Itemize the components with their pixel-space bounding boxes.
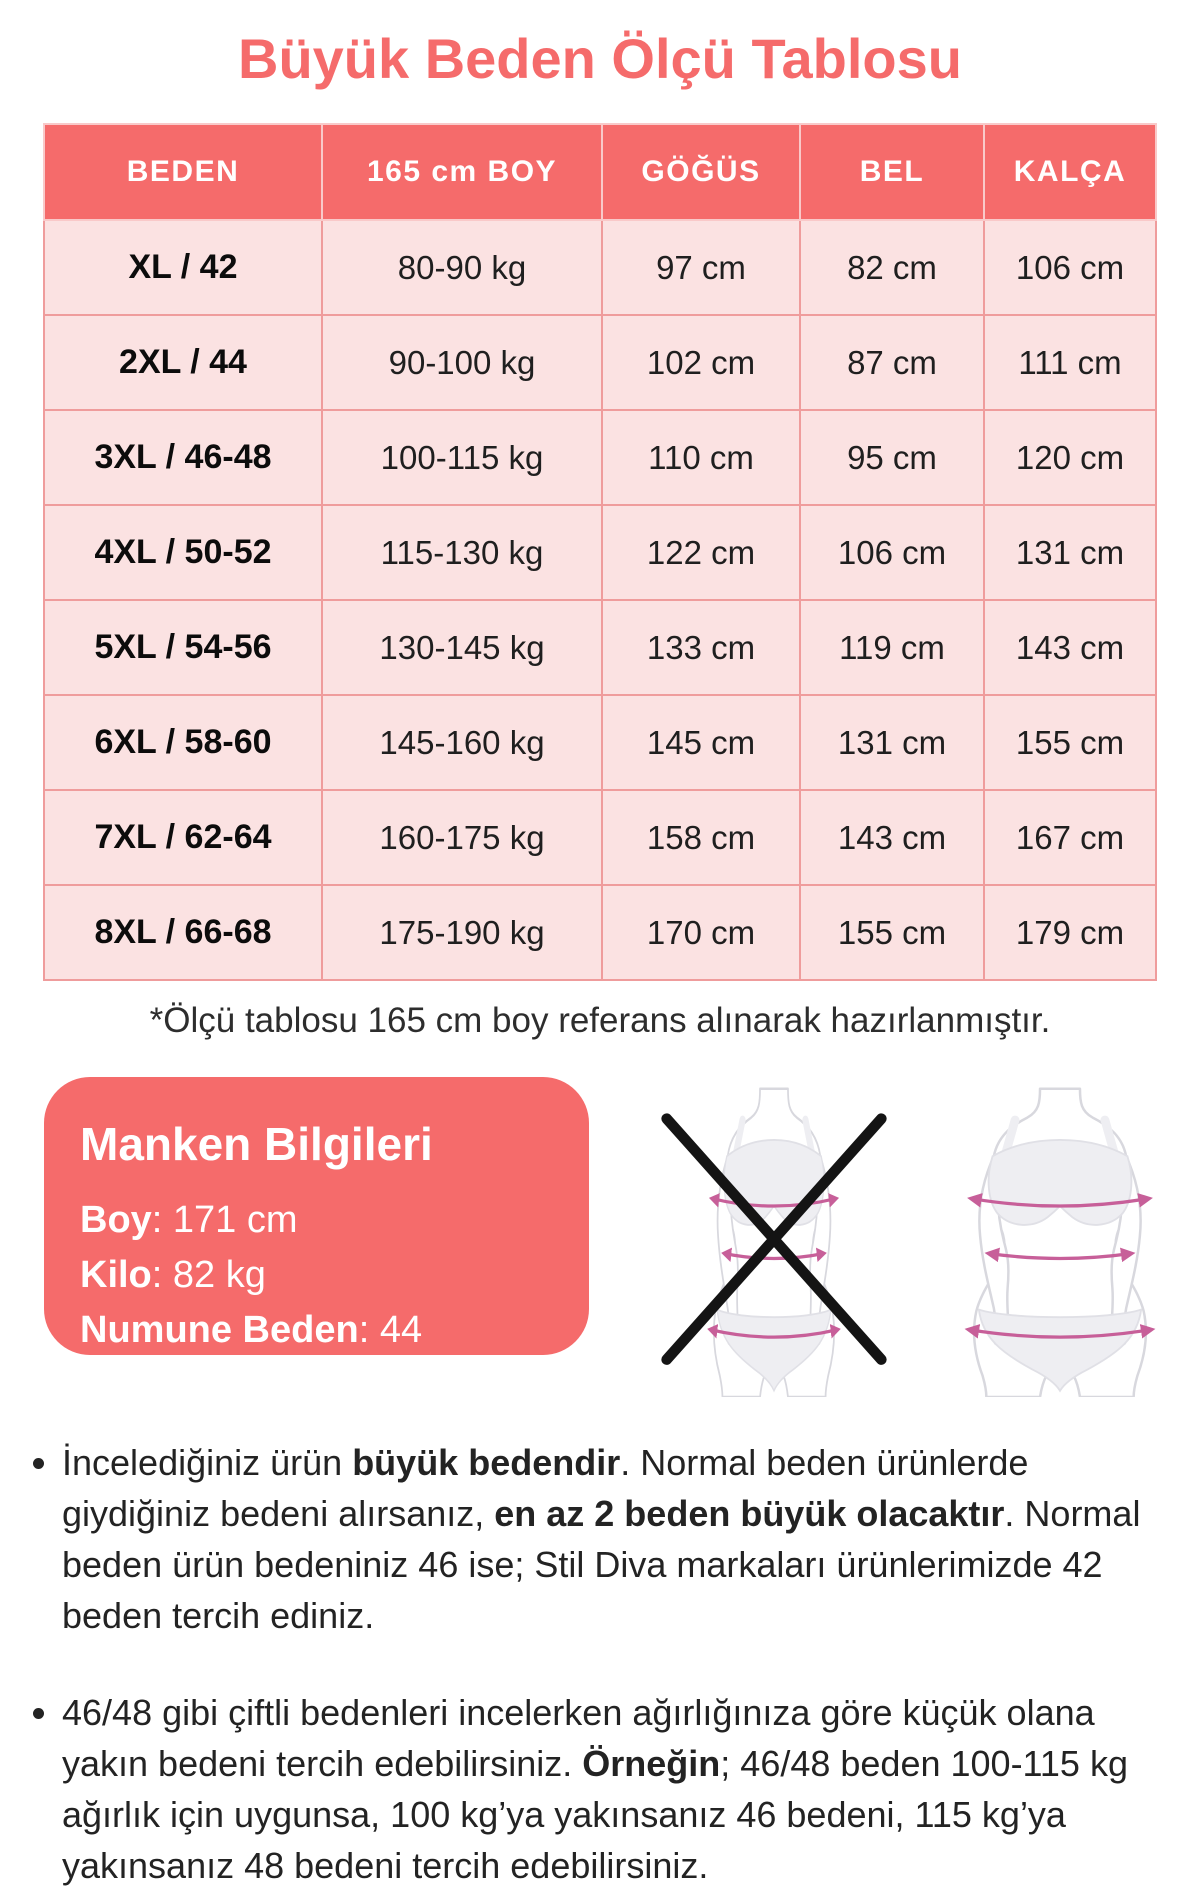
measure-cell: 143 cm	[984, 600, 1156, 695]
table-row	[44, 885, 1156, 980]
measure-cell: 155 cm	[984, 695, 1156, 790]
column-header: BEDEN	[44, 124, 322, 220]
measure-cell: 97 cm	[602, 220, 800, 315]
measure-cell: 158 cm	[602, 790, 800, 885]
measure-cell: 131 cm	[984, 505, 1156, 600]
table-row	[44, 315, 1156, 410]
table-row	[44, 790, 1156, 885]
column-header: GÖĞÜS	[602, 124, 800, 220]
measure-cell: 80-90 kg	[322, 220, 602, 315]
size-cell: 7XL / 62-64	[44, 790, 322, 885]
table-row	[44, 410, 1156, 505]
measure-cell: 122 cm	[602, 505, 800, 600]
measure-cell: 170 cm	[602, 885, 800, 980]
measure-cell: 106 cm	[984, 220, 1156, 315]
column-header: BEL	[800, 124, 984, 220]
column-header: KALÇA	[984, 124, 1156, 220]
measure-cell: 106 cm	[800, 505, 984, 600]
note-item: • 46/48 gibi çiftli bedenleri incelerken ağırlığınıza göre küçük olana yakın bedeni tercih edebilirsiniz. Örneğin; 46/48 beden 100-115 kg ağırlık için uygunsa, 100 kg’ya yakınsanız 46 bedeni, 115 kg’ya yakınsanız 48 bedeni tercih edebilirsiniz.	[62, 1687, 1142, 1891]
measure-cell: 130-145 kg	[322, 600, 602, 695]
measure-cell: 87 cm	[800, 315, 984, 410]
size-cell: 3XL / 46-48	[44, 410, 322, 505]
table-body	[44, 220, 1156, 980]
measure-cell: 110 cm	[602, 410, 800, 505]
model-info-section	[44, 1077, 1185, 1403]
page-title: Büyük Beden Ölçü Tablosu	[238, 27, 962, 90]
plus-size-body-figure	[935, 1085, 1185, 1397]
measure-cell: 155 cm	[800, 885, 984, 980]
measure-cell: 145-160 kg	[322, 695, 602, 790]
measure-cell: 145 cm	[602, 695, 800, 790]
model-info-line: Kilo: 82 kg	[80, 1254, 266, 1296]
table-row	[44, 505, 1156, 600]
size-chart-table	[43, 123, 1157, 981]
size-cell: 6XL / 58-60	[44, 695, 322, 790]
table-footnote: *Ölçü tablosu 165 cm boy referans alınarak hazırlanmıştır.	[149, 1001, 1051, 1040]
table-row	[44, 600, 1156, 695]
measure-cell: 167 cm	[984, 790, 1156, 885]
measure-cell: 102 cm	[602, 315, 800, 410]
measure-cell: 175-190 kg	[322, 885, 602, 980]
note-item: • İncelediğiniz ürün büyük bedendir. Normal beden ürünlerde giydiğiniz bedeni alırsanız, en az 2 beden büyük olacaktır. Normal beden ürün bedeniniz 46 ise; Stil Diva markaları ürünlerimizde 42 beden tercih ediniz.	[62, 1437, 1142, 1641]
measure-cell: 119 cm	[800, 600, 984, 695]
size-cell: 2XL / 44	[44, 315, 322, 410]
figure-illustrations	[589, 1077, 1185, 1397]
slim-body-crossed-figure	[649, 1085, 899, 1397]
measure-cell: 160-175 kg	[322, 790, 602, 885]
measure-cell: 115-130 kg	[322, 505, 602, 600]
model-info-lines	[80, 1193, 561, 1358]
measure-cell: 120 cm	[984, 410, 1156, 505]
measure-cell: 143 cm	[800, 790, 984, 885]
size-cell: 4XL / 50-52	[44, 505, 322, 600]
size-cell: 5XL / 54-56	[44, 600, 322, 695]
measure-cell: 131 cm	[800, 695, 984, 790]
measure-cell: 179 cm	[984, 885, 1156, 980]
model-info-line: Numune Beden: 44	[80, 1309, 423, 1351]
model-info-title: Manken Bilgileri	[80, 1118, 433, 1170]
measure-cell: 133 cm	[602, 600, 800, 695]
measure-cell: 95 cm	[800, 410, 984, 505]
model-info-box	[44, 1077, 589, 1355]
model-info-line: Boy: 171 cm	[80, 1199, 298, 1241]
notes-list	[24, 1437, 1150, 1891]
measure-cell: 100-115 kg	[322, 410, 602, 505]
measure-cell: 82 cm	[800, 220, 984, 315]
table-row	[44, 695, 1156, 790]
measure-cell: 90-100 kg	[322, 315, 602, 410]
size-cell: 8XL / 66-68	[44, 885, 322, 980]
column-header: 165 cm BOY	[322, 124, 602, 220]
size-chart-page	[0, 26, 1200, 1886]
measure-cell: 111 cm	[984, 315, 1156, 410]
table-header-row	[44, 124, 1156, 220]
size-cell: XL / 42	[44, 220, 322, 315]
table-row	[44, 220, 1156, 315]
